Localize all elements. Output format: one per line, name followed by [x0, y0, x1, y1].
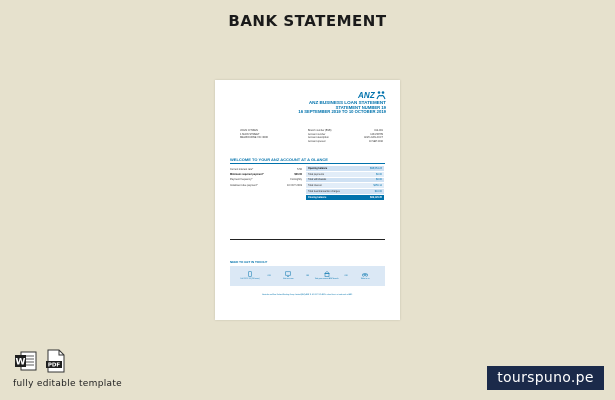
statement-document	[215, 80, 400, 320]
computer-icon	[285, 271, 291, 277]
customer-address	[240, 129, 268, 140]
closing-value: $99,120.35	[370, 195, 382, 199]
summary-label: Payment frequency*	[230, 178, 253, 182]
word-icon	[14, 349, 38, 373]
account-row	[308, 140, 383, 144]
balance-value: $456.12	[373, 184, 382, 188]
balance-label: Total payments	[308, 172, 325, 176]
closing-label: Closing balance	[308, 195, 327, 199]
account-label: Account opened	[308, 139, 326, 143]
account-value: 1234-56789	[370, 132, 383, 136]
closing-balance-row	[306, 195, 384, 201]
brand-badge[interactable]: tourspuno.pe	[487, 366, 604, 390]
balance-label: Opening balance	[308, 166, 328, 170]
statement-header	[298, 101, 386, 115]
address-line: MELBOURNE VIC 3000	[240, 136, 268, 140]
editable-caption: fully editable template	[13, 379, 122, 389]
balance-label: Total interest	[308, 184, 322, 188]
address-line: 1 MAIN STREET	[240, 132, 260, 136]
contact-caption: Visit your nearest ANZ branch	[314, 278, 339, 281]
statement-period: 16 SEPTEMBER 2019 TO 10 OCTOBER 2019	[298, 109, 386, 114]
loan-summary	[230, 167, 302, 188]
summary-label: Instalment due payment*	[230, 183, 258, 187]
summary-label: Minimum required payment*	[230, 173, 264, 177]
contact-item	[313, 271, 341, 280]
statement-number: STATEMENT NUMBER 19	[335, 104, 386, 110]
summary-row	[230, 183, 302, 188]
footnote: Australia and New Zealand Banking Group Limited (ANZ) ABN 11 005 357 522 ANZ's colour blue is a trade mark of ANZ.	[262, 294, 353, 296]
anz-people-icon	[376, 90, 386, 100]
welcome-heading: WELCOME TO YOUR ANZ ACCOUNT AT A GLANCE	[230, 157, 328, 162]
branch-icon	[324, 271, 330, 277]
account-label: Account number	[308, 132, 326, 136]
account-value: ANZ LOAN ACCT	[364, 136, 383, 139]
summary-value: 10 OCT 2019	[287, 183, 302, 187]
statement-title: ANZ BUSINESS LOAN STATEMENT	[308, 100, 386, 105]
address-line: JOHN CITIZEN	[240, 129, 258, 132]
logo-text: ANZ	[357, 90, 375, 100]
account-value: 012-001	[374, 129, 383, 132]
divider	[230, 163, 385, 164]
contact-caption: Write to us	[360, 278, 370, 281]
pdf-icon	[44, 349, 68, 373]
contact-item	[351, 271, 379, 280]
balance-label: Total withdrawals	[308, 178, 327, 182]
or-label: OR	[267, 275, 271, 277]
account-details	[308, 129, 383, 143]
word-label: W	[15, 357, 26, 368]
balance-value: $98,654.23	[370, 166, 382, 170]
contact-caption: Visit anz.com	[282, 278, 294, 281]
account-label: Account description	[308, 136, 329, 139]
phone-icon	[247, 271, 253, 277]
summary-value: Fortnightly	[290, 178, 302, 182]
or-label: OR	[305, 275, 310, 277]
contact-caption: Call 13 13 14 (24 hours)	[240, 278, 260, 281]
balance-value: $10.00	[374, 190, 382, 194]
contact-item	[274, 271, 302, 280]
balance-table	[306, 166, 384, 201]
page-title: BANK STATEMENT	[228, 12, 387, 30]
summary-value: 5.50	[297, 168, 302, 171]
pdf-label: PDF	[47, 362, 61, 369]
balance-value: $0.00	[376, 172, 382, 176]
contact-panel	[230, 266, 385, 286]
bicycle-icon	[362, 271, 368, 277]
balance-value: $0.00	[376, 178, 382, 182]
summary-label: Current interest rate*	[230, 168, 254, 171]
file-format-icons	[14, 349, 68, 373]
account-value: 10 SEP 2010	[368, 139, 383, 143]
contact-heading: NEED TO GET IN TOUCH?	[230, 260, 268, 264]
or-label: OR	[344, 275, 348, 277]
divider	[230, 239, 385, 240]
summary-value: $00.00	[294, 173, 302, 177]
contact-item	[236, 271, 264, 280]
account-label: Branch number (BSB)	[308, 129, 332, 132]
balance-label: Total fees/transaction charges	[308, 190, 340, 194]
